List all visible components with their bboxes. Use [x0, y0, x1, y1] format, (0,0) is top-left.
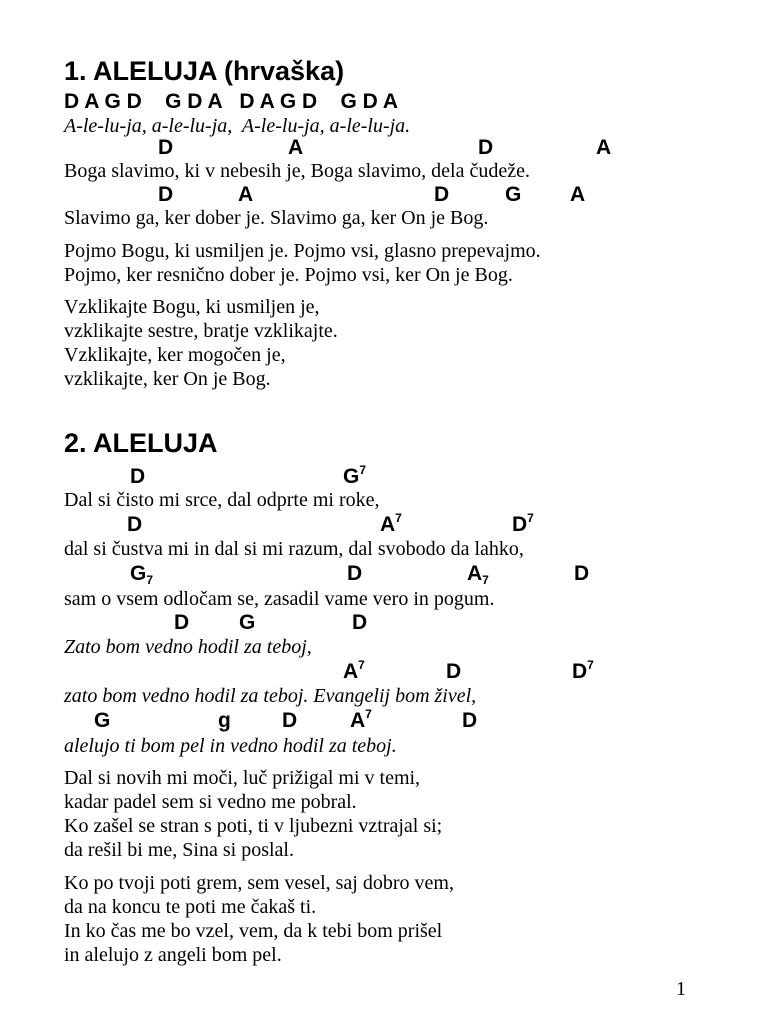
chord-root: A [467, 562, 483, 585]
chord-root: D [572, 660, 588, 683]
song2-chord-row-4 [0, 612, 768, 636]
chord: A [596, 136, 612, 159]
song2-verse2-line: kadar padel sem si vedno me pobral. [64, 791, 357, 813]
chord-superscript: 7 [527, 511, 534, 525]
chord-root: A [343, 660, 359, 683]
chord [218, 710, 231, 732]
song2-verse3-line: in alelujo z angeli bom pel. [64, 944, 282, 966]
song1-title: 1. ALELUJA (hrvaška) [64, 56, 345, 86]
chord [572, 658, 594, 683]
chord-root: A [350, 709, 366, 732]
chord [574, 563, 589, 585]
chord-superscript: 7 [359, 463, 367, 477]
song2-chord-row-1 [0, 463, 768, 490]
chord [512, 511, 534, 536]
chord: D [158, 183, 174, 206]
chord-superscript: 7 [587, 658, 594, 672]
song2-verse2-line: Dal si novih mi moči, luč prižigal mi v temi, [64, 767, 421, 789]
chord [467, 563, 489, 585]
chord-root: D [512, 513, 528, 536]
song2-lyric-line: zato bom vedno hodil za teboj. Evangelij bom živel, [64, 685, 477, 707]
song1-lyric-line: Slavimo ga, ker dober je. Slavimo ga, ker On je Bog. [64, 207, 489, 229]
song1-verse3-line: vzklikajte sestre, bratje vzklikajte. [64, 320, 338, 342]
song2-lyric-line: Zato bom vedno hodil za teboj, [64, 636, 312, 658]
chord [343, 463, 367, 488]
chord: D [158, 136, 174, 159]
chord [239, 612, 255, 634]
song2-chord-row-6 [0, 707, 768, 734]
song2-verse3-line: da na koncu te poti me čakaš ti. [64, 896, 317, 918]
chord-root: D [446, 660, 462, 683]
song2-verse2-line: Ko zašel se stran s poti, ti v ljubezni vztrajal si; [64, 815, 443, 837]
chord: A [238, 183, 254, 206]
song1-chord-row-2 [0, 184, 768, 208]
chord-root: G [130, 562, 147, 585]
chord-root: g [218, 709, 231, 732]
chord: G [505, 183, 522, 206]
song2-lyric-line: sam o vsem odločam se, zasadil vame vero in pogum. [64, 588, 495, 610]
chord-root: D [462, 709, 478, 732]
chord-root: G [94, 709, 111, 732]
song2-chord-row-2 [0, 511, 768, 538]
chord-subscript: 7 [482, 573, 489, 587]
song1-verse2-line: Pojmo Bogu, ki usmiljen je. Pojmo vsi, glasno prepevajmo. [64, 240, 541, 262]
chord-root: G [239, 611, 256, 634]
song2-verse3-line: In ko čas me bo vzel, vem, da k tebi bom prišel [64, 920, 443, 942]
chord [446, 661, 461, 683]
chord-superscript: 7 [395, 511, 402, 525]
chord: A [570, 183, 586, 206]
chord-root: D [352, 611, 368, 634]
chord-superscript: 7 [358, 658, 365, 672]
chord: D [434, 183, 450, 206]
chord [380, 511, 402, 536]
chord-root: G [343, 465, 360, 488]
song2-lyric-line: dal si čustva mi in dal si mi razum, dal svobodo da lahko, [64, 538, 524, 560]
chord [130, 563, 153, 585]
song2-lyric-line: alelujo ti bom pel in vedno hodil za teboj. [64, 735, 397, 757]
chord: D [478, 136, 494, 159]
chord-root: D [174, 611, 190, 634]
song2-chord-row-5 [0, 658, 768, 685]
song2-verse2-line: da rešil bi me, Sina si poslal. [64, 839, 294, 861]
chord [350, 707, 372, 732]
song2-chord-row-3 [0, 563, 768, 587]
song2-lyric-line: Dal si čisto mi srce, dal odprte mi roke, [64, 489, 380, 511]
chord-superscript: 7 [365, 707, 372, 721]
song1-intro-chords: D A G D G D A D A G D G D A [64, 90, 399, 113]
chord-root: A [380, 513, 396, 536]
chord-root: D [130, 465, 146, 488]
chord [94, 710, 110, 732]
song1-intro-lyric: A-le-lu-ja, a-le-lu-ja, A-le-lu-ja, a-le-lu-ja. [64, 115, 411, 137]
song1-verse3-line: vzklikajte, ker On je Bog. [64, 368, 271, 390]
chord: A [288, 136, 304, 159]
song1-verse3-line: Vzklikajte, ker mogočen je, [64, 344, 286, 366]
chord-subscript: 7 [146, 573, 154, 587]
chord-root: D [127, 513, 143, 536]
chord-root: D [347, 562, 363, 585]
chord [174, 612, 189, 634]
chord-root: D [282, 709, 298, 732]
chord-root: D [574, 562, 590, 585]
chord [343, 658, 365, 683]
chord [130, 466, 145, 488]
chord [282, 710, 297, 732]
page-number: 1 [676, 978, 686, 1000]
chord [462, 710, 477, 732]
chord [352, 612, 367, 634]
song1-verse3-line: Vzklikajte Bogu, ki usmiljen je, [64, 296, 320, 318]
song1-chord-row-1 [0, 137, 768, 161]
chord [347, 563, 362, 585]
song1-verse2-line: Pojmo, ker resnično dober je. Pojmo vsi, ker On je Bog. [64, 264, 513, 286]
song1-lyric-line: Boga slavimo, ki v nebesih je, Boga slavimo, dela čudeže. [64, 160, 530, 182]
chord [127, 514, 142, 536]
song2-title: 2. ALELUJA [64, 428, 218, 458]
song2-verse3-line: Ko po tvoji poti grem, sem vesel, saj dobro vem, [64, 872, 454, 894]
